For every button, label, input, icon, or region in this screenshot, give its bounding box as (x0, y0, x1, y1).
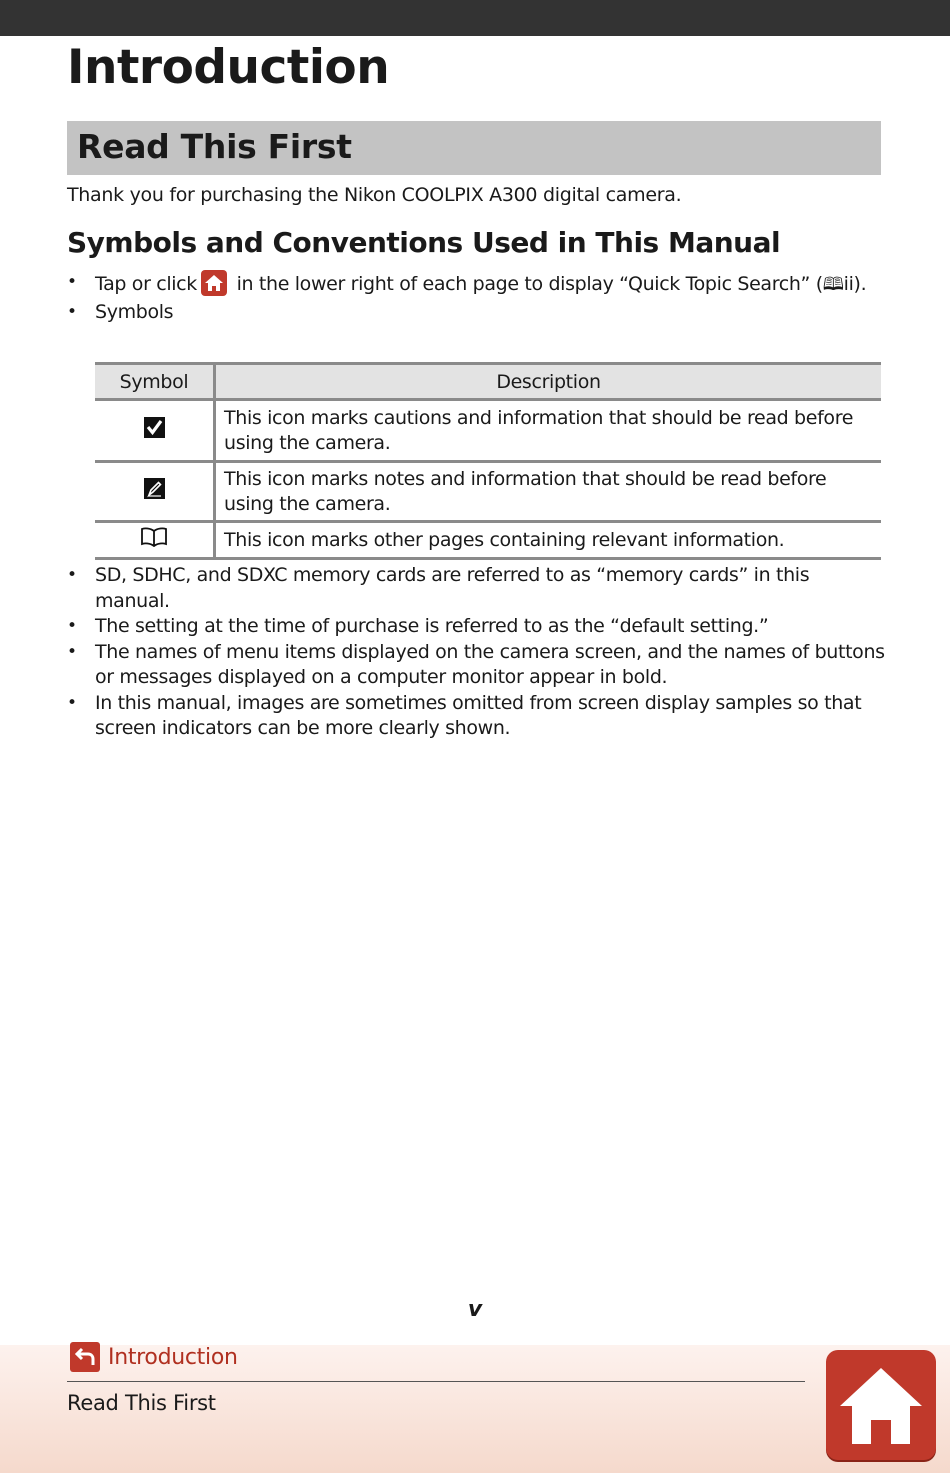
table-cell-description: This icon marks other pages containing relevant information. (215, 522, 882, 559)
page-number: v (467, 1297, 483, 1322)
bullet-symbols: • Symbols (67, 300, 887, 326)
back-arrow-icon[interactable] (70, 1342, 100, 1372)
home-icon (836, 1360, 926, 1450)
home-icon[interactable] (201, 270, 227, 296)
table-row (95, 400, 881, 462)
page-ref-link[interactable]: ii). (843, 273, 867, 295)
back-link-label[interactable]: Introduction (108, 1344, 238, 1370)
table-header-description: Description (215, 364, 882, 400)
section-title: Read This First (77, 127, 352, 166)
bullet-item: • The setting at the time of purchase is referred to as the “default setting.” (67, 614, 887, 640)
bullet-item: • In this manual, images are sometimes omitted from screen display samples so that screen indicators can be more clearly shown. (67, 691, 887, 742)
table-row (95, 522, 881, 559)
book-icon: 🕮 (822, 274, 844, 295)
bullet-item: • The names of menu items displayed on the camera screen, and the names of buttons or messages displayed on a computer monitor appear in bold. (67, 640, 887, 691)
top-bar (0, 0, 950, 36)
bullet-quick-topic (67, 270, 887, 298)
back-link[interactable] (70, 1342, 238, 1372)
subsection-heading: Symbols and Conventions Used in This Manual (67, 226, 781, 259)
table-cell-description: This icon marks notes and information that should be read before using the camera. (215, 462, 882, 522)
table-row (95, 462, 881, 522)
symbols-table (95, 362, 881, 560)
section-header-bar (67, 121, 881, 175)
bullet-list-bottom (67, 563, 887, 742)
footer-divider (67, 1381, 805, 1382)
bullet-list-top (67, 270, 887, 325)
table-cell-description: This icon marks cautions and information that should be read before using the camera. (215, 400, 882, 462)
note-pencil-icon (144, 478, 165, 499)
bullet-tap-text-2: in the lower right of each page to display “Quick Topic Search” ( (230, 273, 823, 295)
book-icon (140, 530, 168, 552)
bullet-item: • SD, SDHC, and SDXC memory cards are referred to as “memory cards” in this manual. (67, 563, 887, 614)
table-header-symbol: Symbol (95, 364, 215, 400)
bullet-tap-text: Tap or click (95, 273, 197, 295)
caution-check-icon (144, 417, 165, 438)
intro-text: Thank you for purchasing the Nikon COOLPIX A300 digital camera. (67, 184, 682, 206)
home-button[interactable] (826, 1350, 936, 1460)
page-title: Introduction (67, 40, 390, 95)
footer-section-label: Read This First (67, 1391, 216, 1415)
